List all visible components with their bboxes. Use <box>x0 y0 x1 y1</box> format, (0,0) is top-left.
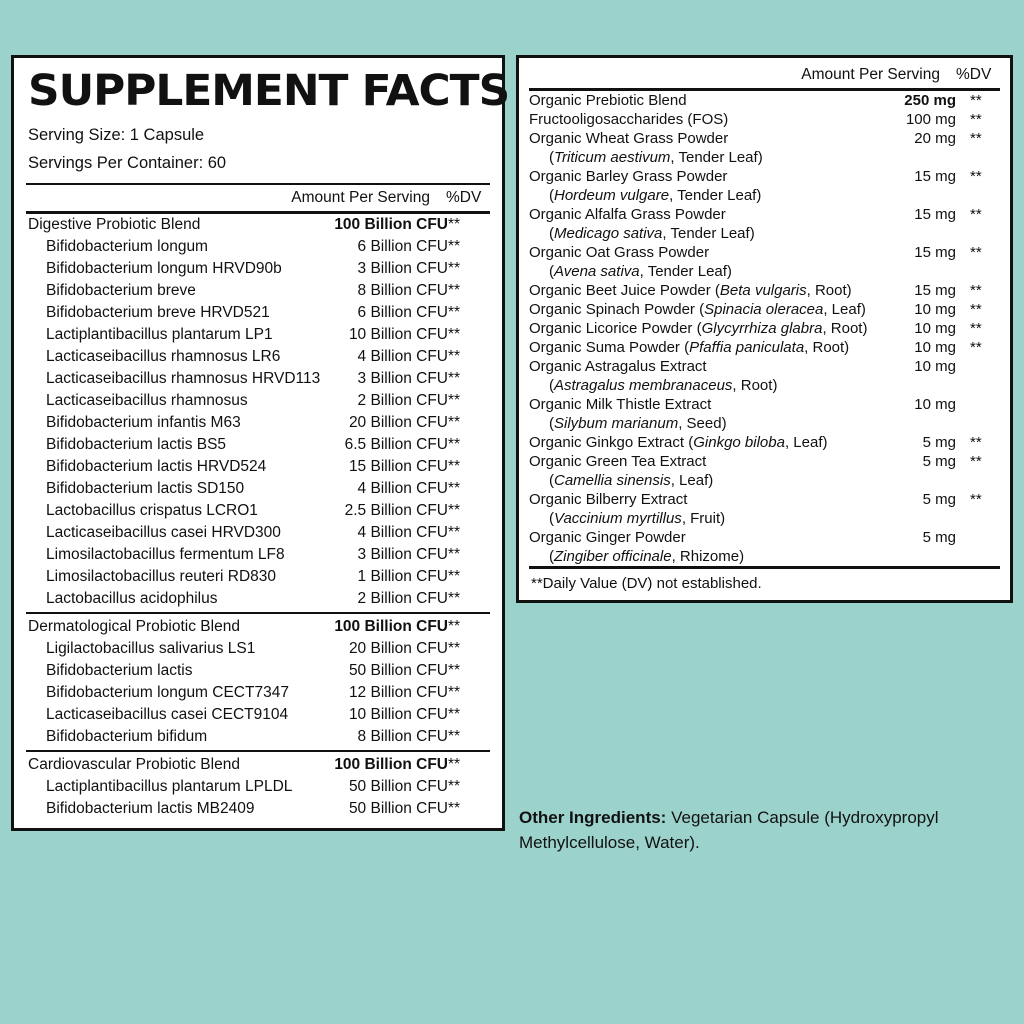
table-row <box>529 338 1000 357</box>
ingredient-name: Lacticaseibacillus casei HRVD300 <box>46 524 281 542</box>
ingredient-name: Organic Ginger Powder <box>529 529 686 546</box>
ingredient-dv: ** <box>448 502 461 520</box>
table-row <box>26 754 490 776</box>
table-row <box>26 478 490 500</box>
ingredient-name: Lactiplantibacillus plantarum LPLDL <box>46 778 293 796</box>
table-row <box>26 544 490 566</box>
ingredient-dv: ** <box>448 282 461 300</box>
ingredient-name: Lacticaseibacillus rhamnosus <box>46 392 248 410</box>
ingredient-amount: 1 Billion CFU <box>357 568 448 586</box>
empty-cell <box>899 471 960 490</box>
ingredient-source: (Silybum marianum, Seed) <box>549 415 727 432</box>
ingredient-name: Lactiplantibacillus plantarum LP1 <box>46 326 273 344</box>
ingredient-dv: ** <box>448 706 461 724</box>
ingredient-source: (Triticum aestivum, Tender Leaf) <box>549 149 763 166</box>
table-row-continuation <box>529 414 1000 433</box>
ingredient-name: Lactobacillus crispatus LCRO1 <box>46 502 258 520</box>
ingredient-name: Dermatological Probiotic Blend <box>28 618 240 636</box>
ingredient-amount: 5 mg <box>922 434 956 451</box>
ingredient-amount: 10 mg <box>914 301 956 318</box>
ingredient-name: Lacticaseibacillus casei CECT9104 <box>46 706 289 724</box>
ingredient-amount: 2 Billion CFU <box>357 392 448 410</box>
ingredient-amount: 6 Billion CFU <box>357 304 448 322</box>
ingredient-dv: ** <box>448 590 461 608</box>
table-row <box>26 566 490 588</box>
table-row <box>529 490 1000 509</box>
latin-name: Zingiber officinale <box>554 548 672 565</box>
serving-size: Serving Size: 1 Capsule <box>28 126 205 144</box>
table-row <box>26 368 490 390</box>
ingredient-name: Lactobacillus acidophilus <box>46 590 218 608</box>
ingredient-dv: ** <box>448 778 461 796</box>
ingredient-amount: 15 mg <box>914 206 956 223</box>
ingredient-dv: ** <box>448 326 461 344</box>
other-ingredients <box>519 806 1014 855</box>
table-row <box>26 390 490 412</box>
ingredient-dv: ** <box>448 684 461 702</box>
other-ingredients-text: Vegetarian Capsule (Hydroxypropyl Methylcellulose, Water). <box>519 808 939 852</box>
ingredient-dv: ** <box>448 304 461 322</box>
ingredient-dv: ** <box>448 392 461 410</box>
right-ingredient-table <box>529 91 1000 566</box>
table-row-continuation <box>529 148 1000 167</box>
ingredient-amount: 8 Billion CFU <box>357 282 448 300</box>
ingredient-name: Organic Wheat Grass Powder <box>529 130 729 147</box>
ingredient-name: Ligilactobacillus salivarius LS1 <box>46 640 256 658</box>
ingredient-name: Bifidobacterium lactis <box>46 662 193 680</box>
table-row <box>26 324 490 346</box>
table-row <box>26 412 490 434</box>
ingredient-dv: ** <box>448 436 461 454</box>
latin-name: Hordeum vulgare <box>554 187 670 204</box>
ingredient-amount: 50 Billion CFU <box>348 800 448 818</box>
servings-per-container: Servings Per Container: 60 <box>28 154 227 173</box>
ingredient-name: Organic Prebiotic Blend <box>529 92 687 109</box>
table-row <box>529 243 1000 262</box>
ingredient-amount: 100 Billion CFU <box>334 618 448 636</box>
ingredient-name: Organic Ginkgo Extract (Ginkgo biloba, Leaf) <box>529 434 828 451</box>
daily-value-footnote: **Daily Value (DV) not established. <box>531 575 762 592</box>
table-row <box>26 346 490 368</box>
ingredient-source: (Hordeum vulgare, Tender Leaf) <box>549 187 762 204</box>
ingredient-dv: ** <box>448 640 461 658</box>
table-row <box>529 91 1000 110</box>
empty-cell <box>960 376 1000 395</box>
ingredient-dv: ** <box>970 244 982 261</box>
ingredient-name: Organic Bilberry Extract <box>529 491 688 508</box>
ingredient-name: Limosilactobacillus reuteri RD830 <box>46 568 277 586</box>
left-ingredient-table <box>26 214 490 820</box>
ingredient-dv: ** <box>970 301 982 318</box>
table-row <box>26 588 490 610</box>
empty-cell <box>960 224 1000 243</box>
latin-name: Camellia sinensis <box>554 472 671 489</box>
table-row <box>529 319 1000 338</box>
dv-header-label: %DV <box>446 189 482 207</box>
table-row <box>26 616 490 638</box>
ingredient-dv: ** <box>448 662 461 680</box>
latin-name: Pfaffia paniculata <box>689 339 805 356</box>
latin-name: Triticum aestivum <box>554 149 671 166</box>
ingredient-amount: 3 Billion CFU <box>357 370 448 388</box>
ingredient-dv: ** <box>970 168 982 185</box>
empty-cell <box>899 509 960 528</box>
table-row <box>26 798 490 820</box>
ingredient-amount: 12 Billion CFU <box>348 684 448 702</box>
ingredient-amount: 5 mg <box>922 491 956 508</box>
ingredient-source: (Avena sativa, Tender Leaf) <box>549 263 732 280</box>
table-row <box>26 522 490 544</box>
ingredient-name: Fructooligosaccharides (FOS) <box>529 111 729 128</box>
ingredient-amount: 5 mg <box>922 529 956 546</box>
table-row <box>26 214 490 236</box>
ingredient-dv: ** <box>448 524 461 542</box>
ingredient-amount: 50 Billion CFU <box>348 662 448 680</box>
table-row <box>26 456 490 478</box>
ingredient-name: Organic Milk Thistle Extract <box>529 396 712 413</box>
latin-name: Glycyrrhiza glabra <box>701 320 823 337</box>
ingredient-amount: 15 mg <box>914 244 956 261</box>
ingredient-name: Digestive Probiotic Blend <box>28 216 201 234</box>
table-row-continuation <box>529 471 1000 490</box>
ingredient-source: (Zingiber officinale, Rhizome) <box>549 548 745 565</box>
ingredient-source: (Camellia sinensis, Leaf) <box>549 472 714 489</box>
ingredient-dv: ** <box>448 458 461 476</box>
ingredient-dv: ** <box>448 260 461 278</box>
ingredient-dv: ** <box>448 370 461 388</box>
ingredient-name: Bifidobacterium infantis M63 <box>46 414 241 432</box>
ingredient-name: Limosilactobacillus fermentum LF8 <box>46 546 285 564</box>
ingredient-amount: 250 mg <box>904 92 956 109</box>
ingredient-name: Bifidobacterium lactis BS5 <box>46 436 227 454</box>
table-row <box>529 433 1000 452</box>
table-row <box>529 129 1000 148</box>
empty-cell <box>960 547 1000 566</box>
ingredient-amount: 20 Billion CFU <box>348 640 448 658</box>
ingredient-dv: ** <box>970 339 982 356</box>
ingredient-name: Bifidobacterium longum <box>46 238 208 256</box>
empty-cell <box>899 148 960 167</box>
ingredient-amount: 15 mg <box>914 282 956 299</box>
ingredient-amount: 50 Billion CFU <box>348 778 448 796</box>
ingredient-amount: 100 Billion CFU <box>334 756 448 774</box>
ingredient-name: Organic Spinach Powder (Spinacia oleracea, Leaf) <box>529 301 866 318</box>
table-row <box>26 776 490 798</box>
ingredient-name: Bifidobacterium lactis SD150 <box>46 480 245 498</box>
latin-name: Avena sativa <box>554 263 640 280</box>
ingredient-amount: 3 Billion CFU <box>357 546 448 564</box>
table-row <box>26 500 490 522</box>
ingredient-dv <box>960 528 1000 547</box>
ingredient-name: Bifidobacterium lactis MB2409 <box>46 800 255 818</box>
table-row <box>26 726 490 748</box>
ingredient-amount: 100 mg <box>905 111 956 128</box>
ingredient-amount: 15 mg <box>914 168 956 185</box>
ingredient-name: Organic Licorice Powder (Glycyrrhiza glabra, Root) <box>529 320 868 337</box>
ingredient-dv: ** <box>448 618 461 636</box>
ingredient-name: Bifidobacterium bifidum <box>46 728 208 746</box>
ingredient-name: Organic Suma Powder (Pfaffia paniculata, Root) <box>529 339 850 356</box>
table-row-continuation <box>529 509 1000 528</box>
ingredient-amount: 2.5 Billion CFU <box>344 502 448 520</box>
table-row <box>529 395 1000 414</box>
ingredient-dv: ** <box>970 320 982 337</box>
ingredient-dv: ** <box>448 414 461 432</box>
dv-header-label-right: %DV <box>956 66 992 83</box>
ingredient-source: (Vaccinium myrtillus, Fruit) <box>549 510 726 527</box>
ingredient-dv: ** <box>970 282 982 299</box>
empty-cell <box>960 471 1000 490</box>
ingredient-amount: 4 Billion CFU <box>357 480 448 498</box>
empty-cell <box>899 186 960 205</box>
table-row <box>529 300 1000 319</box>
table-row <box>529 205 1000 224</box>
ingredient-amount: 10 mg <box>914 320 956 337</box>
ingredient-name: Lacticaseibacillus rhamnosus HRVD113 <box>46 370 321 388</box>
amount-per-serving-header-right <box>529 64 1000 88</box>
table-row <box>529 452 1000 471</box>
amount-header-label-right: Amount Per Serving <box>801 66 940 83</box>
empty-cell <box>899 376 960 395</box>
ingredient-amount: 10 Billion CFU <box>348 706 448 724</box>
ingredient-amount: 100 Billion CFU <box>334 216 448 234</box>
ingredient-amount: 10 mg <box>914 358 956 375</box>
ingredient-amount: 6.5 Billion CFU <box>344 436 448 454</box>
table-row <box>26 638 490 660</box>
ingredient-amount: 4 Billion CFU <box>357 348 448 366</box>
ingredient-name: Organic Beet Juice Powder (Beta vulgaris, Root) <box>529 282 852 299</box>
ingredient-name: Bifidobacterium longum HRVD90b <box>46 260 282 278</box>
ingredient-dv: ** <box>448 348 461 366</box>
ingredient-dv: ** <box>970 206 982 223</box>
table-row <box>26 302 490 324</box>
ingredient-name: Bifidobacterium breve <box>46 282 196 300</box>
table-row-continuation <box>529 262 1000 281</box>
ingredient-name: Organic Green Tea Extract <box>529 453 707 470</box>
ingredient-amount: 5 mg <box>922 453 956 470</box>
ingredient-name: Bifidobacterium lactis HRVD524 <box>46 458 267 476</box>
ingredient-amount: 20 Billion CFU <box>348 414 448 432</box>
empty-cell <box>899 547 960 566</box>
ingredient-dv <box>960 357 1000 376</box>
ingredient-source: (Astragalus membranaceus, Root) <box>549 377 778 394</box>
empty-cell <box>960 414 1000 433</box>
table-row-continuation <box>529 547 1000 566</box>
page-title: SUPPLEMENT FACTS <box>28 66 510 116</box>
ingredient-dv <box>960 395 1000 414</box>
table-row <box>26 704 490 726</box>
ingredient-dv: ** <box>448 728 461 746</box>
table-row-continuation <box>529 224 1000 243</box>
right-facts-panel <box>516 55 1013 603</box>
latin-name: Beta vulgaris <box>719 282 807 299</box>
empty-cell <box>899 224 960 243</box>
table-row <box>529 528 1000 547</box>
ingredient-dv: ** <box>448 756 461 774</box>
table-row <box>26 280 490 302</box>
empty-cell <box>960 148 1000 167</box>
latin-name: Vaccinium myrtillus <box>554 510 682 527</box>
table-row <box>26 434 490 456</box>
ingredient-dv: ** <box>970 453 982 470</box>
ingredient-dv: ** <box>970 434 982 451</box>
ingredient-name: Organic Astragalus Extract <box>529 358 707 375</box>
latin-name: Silybum marianum <box>554 415 679 432</box>
ingredient-amount: 10 mg <box>914 396 956 413</box>
amount-header-label: Amount Per Serving <box>291 189 430 207</box>
ingredient-name: Organic Alfalfa Grass Powder <box>529 206 726 223</box>
table-row-continuation <box>529 186 1000 205</box>
ingredient-dv: ** <box>970 92 982 109</box>
empty-cell <box>960 262 1000 281</box>
ingredient-dv: ** <box>970 111 982 128</box>
ingredient-dv: ** <box>448 568 461 586</box>
table-row <box>529 110 1000 129</box>
table-row <box>26 236 490 258</box>
latin-name: Ginkgo biloba <box>693 434 785 451</box>
ingredient-dv: ** <box>448 216 461 234</box>
table-row <box>26 660 490 682</box>
ingredient-amount: 10 mg <box>914 339 956 356</box>
ingredient-dv: ** <box>970 491 982 508</box>
empty-cell <box>899 414 960 433</box>
ingredient-dv: ** <box>970 130 982 147</box>
amount-per-serving-header <box>26 185 490 211</box>
table-row-continuation <box>529 376 1000 395</box>
other-ingredients-label: Other Ingredients: <box>519 808 667 827</box>
ingredient-name: Organic Barley Grass Powder <box>529 168 728 185</box>
ingredient-amount: 20 mg <box>914 130 956 147</box>
table-row <box>529 167 1000 186</box>
table-row <box>26 258 490 280</box>
table-row <box>26 682 490 704</box>
ingredient-amount: 3 Billion CFU <box>357 260 448 278</box>
ingredient-name: Bifidobacterium breve HRVD521 <box>46 304 270 322</box>
ingredient-dv: ** <box>448 480 461 498</box>
latin-name: Medicago sativa <box>554 225 663 242</box>
latin-name: Spinacia oleracea <box>704 301 824 318</box>
ingredient-dv: ** <box>448 546 461 564</box>
ingredient-dv: ** <box>448 238 461 256</box>
ingredient-amount: 2 Billion CFU <box>357 590 448 608</box>
ingredient-amount: 15 Billion CFU <box>348 458 448 476</box>
ingredient-amount: 8 Billion CFU <box>357 728 448 746</box>
empty-cell <box>960 186 1000 205</box>
ingredient-name: Bifidobacterium longum CECT7347 <box>46 684 289 702</box>
empty-cell <box>960 509 1000 528</box>
latin-name: Astragalus membranaceus <box>554 377 733 394</box>
table-row <box>529 357 1000 376</box>
ingredient-amount: 4 Billion CFU <box>357 524 448 542</box>
ingredient-dv: ** <box>448 800 461 818</box>
ingredient-source: (Medicago sativa, Tender Leaf) <box>549 225 755 242</box>
ingredient-name: Lacticaseibacillus rhamnosus LR6 <box>46 348 281 366</box>
ingredient-amount: 6 Billion CFU <box>357 238 448 256</box>
table-row <box>529 281 1000 300</box>
ingredient-name: Cardiovascular Probiotic Blend <box>28 756 240 774</box>
ingredient-amount: 10 Billion CFU <box>348 326 448 344</box>
left-facts-panel <box>11 55 510 831</box>
empty-cell <box>899 262 960 281</box>
ingredient-name: Organic Oat Grass Powder <box>529 244 710 261</box>
